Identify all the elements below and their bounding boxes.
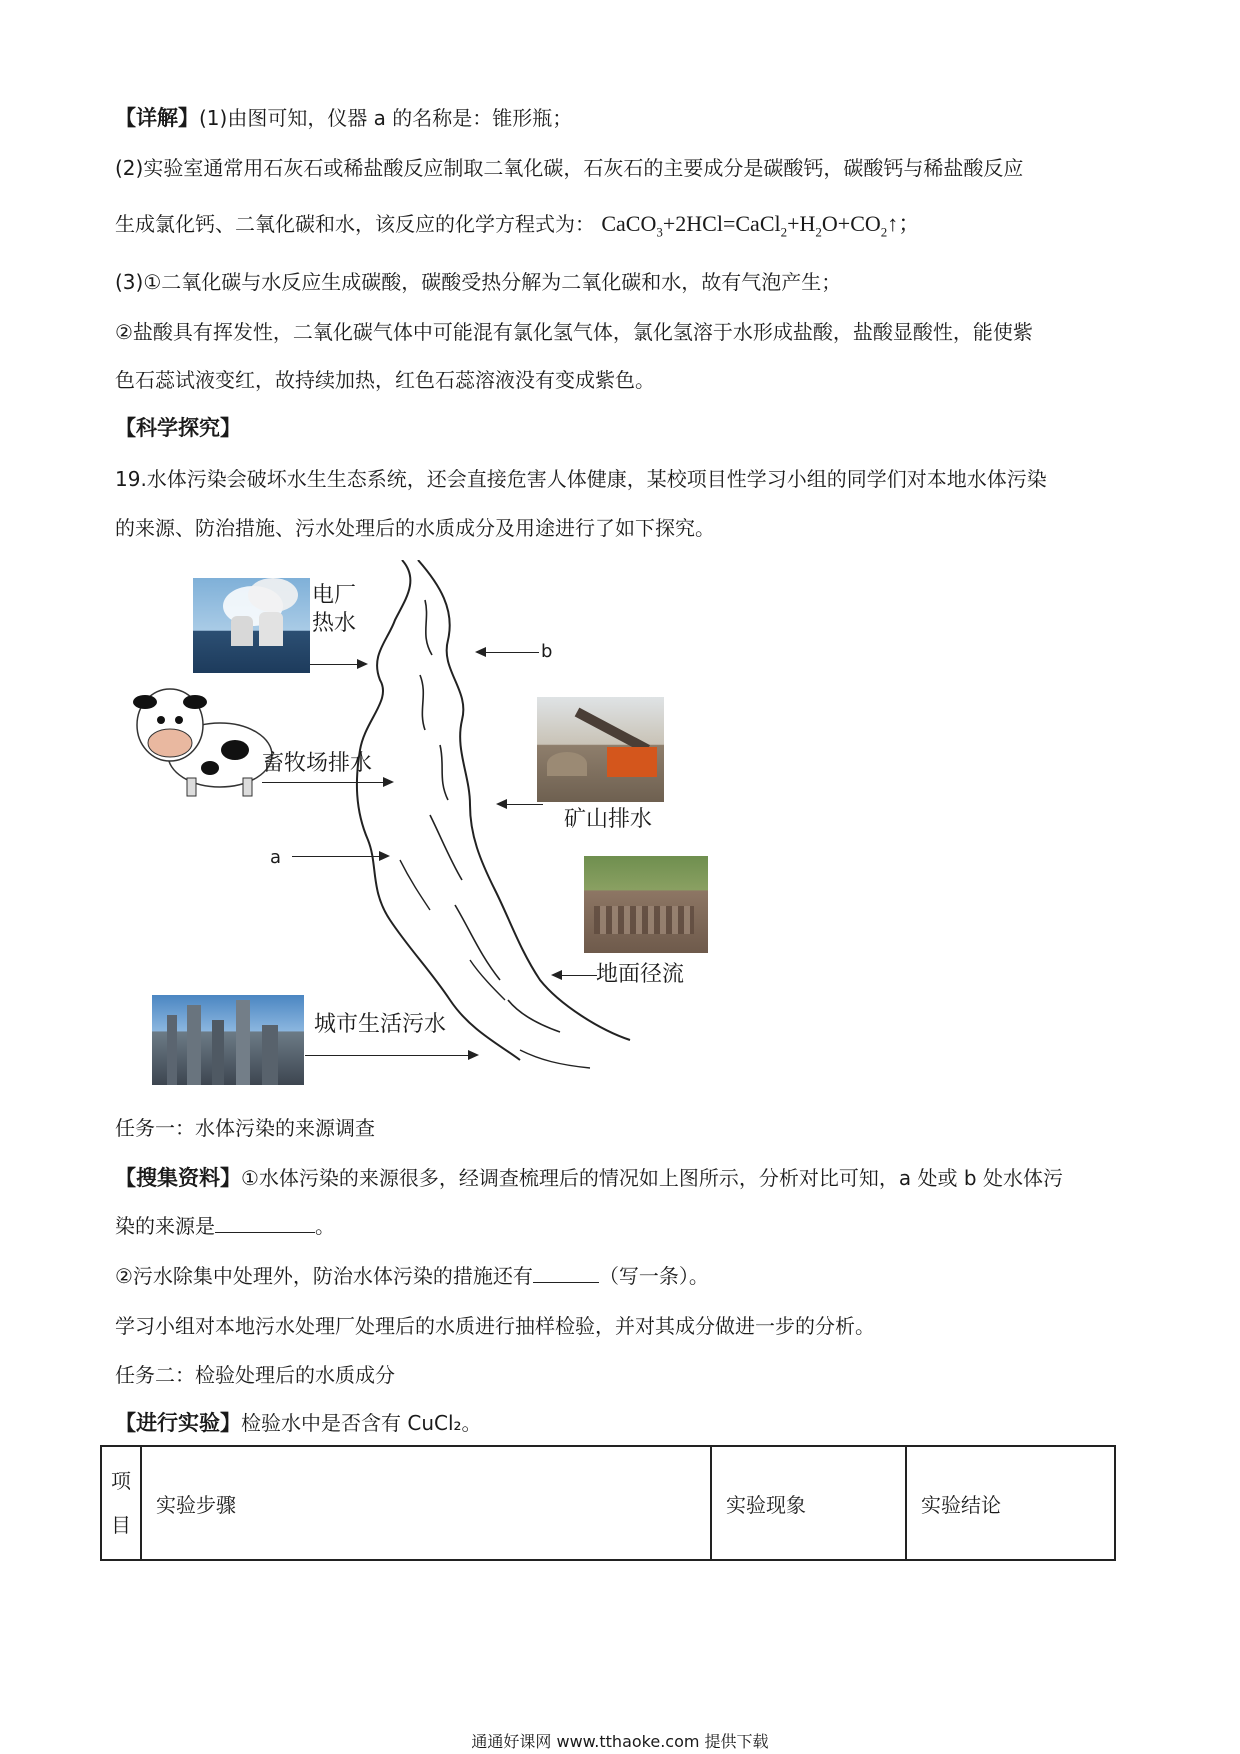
livestock-arrow bbox=[262, 782, 392, 783]
b-arrow bbox=[477, 652, 539, 653]
a-label: a bbox=[270, 847, 282, 868]
experiment-line bbox=[115, 1409, 482, 1437]
detail-3a: (3)①二氧化碳与水反应生成碳酸，碳酸受热分解为二氧化碳和水，故有气泡产生； bbox=[115, 270, 842, 294]
collect-label: 【搜集资料】 bbox=[115, 1166, 241, 1190]
chemical-equation: $CaCO_3+2HCl=CaCl_2+H_2O+CO_2↑$； bbox=[601, 211, 921, 240]
a-arrow bbox=[292, 856, 388, 857]
power-plant-photo bbox=[193, 578, 310, 673]
detail-1 bbox=[115, 104, 572, 132]
answer-blank-1[interactable] bbox=[215, 1212, 315, 1233]
collect-2: ②污水除集中处理外，防治水体污染的措施还有 （写一条）。 bbox=[115, 1264, 709, 1288]
header-item: 项 目 bbox=[101, 1446, 141, 1560]
section-title: 【科学探究】 bbox=[115, 416, 241, 440]
city-label: 城市生活污水 bbox=[314, 1012, 447, 1037]
experiment-table bbox=[100, 1445, 1116, 1561]
answer-blank-2[interactable] bbox=[533, 1262, 599, 1283]
water-pollution-diagram bbox=[0, 560, 1240, 1100]
runoff-label: 地面径流 bbox=[596, 962, 685, 987]
detail-2b bbox=[115, 210, 920, 246]
detail-1-text: (1)由图可知，仪器 a 的名称是：锥形瓶； bbox=[199, 106, 573, 130]
city-arrow bbox=[305, 1055, 477, 1056]
cow-cartoon bbox=[125, 680, 275, 800]
detail-2a: (2)实验室通常用石灰石或稀盐酸反应制取二氧化碳，石灰石的主要成分是碳酸钙，碳酸钙与稀盐酸反应 bbox=[115, 156, 1024, 180]
footer: 通通好课网 www.tthaoke.com 提供下载 bbox=[471, 1732, 769, 1751]
power-plant-arrow bbox=[310, 664, 366, 665]
experiment-label: 【进行实验】 bbox=[115, 1411, 241, 1435]
header-steps: 实验步骤 bbox=[141, 1446, 711, 1560]
question-19-line-2: 的来源、防治措施、污水处理后的水质成分及用途进行了如下探究。 bbox=[115, 516, 715, 540]
detail-3b: ②盐酸具有挥发性，二氧化碳气体中可能混有氯化氢气体，氯化氢溶于水形成盐酸，盐酸显酸性，能使紫 bbox=[115, 320, 1033, 344]
detail-3c: 色石蕊试液变红，故持续加热，红色石蕊溶液没有变成紫色。 bbox=[115, 368, 655, 392]
study-line: 学习小组对本地污水处理厂处理后的水质进行抽样检验，并对其成分做进一步的分析。 bbox=[115, 1314, 875, 1338]
question-19-line-1: 19.水体污染会破坏水生生态系统，还会直接危害人体健康，某校项目性学习小组的同学们对本地水体污染 bbox=[115, 467, 1047, 491]
experiment-text: 检验水中是否含有 CuCl₂。 bbox=[241, 1411, 482, 1435]
task-2: 任务二：检验处理后的水质成分 bbox=[115, 1363, 395, 1387]
collect-1b: 染的来源是 。 bbox=[115, 1214, 335, 1238]
collect-1a-text: ①水体污染的来源很多，经调查梳理后的情况如上图所示，分析对比可知，a 处或 b 处水体污 bbox=[241, 1166, 1063, 1190]
power-plant-label-1: 电厂 bbox=[312, 583, 357, 608]
mine-arrow bbox=[498, 804, 543, 805]
header-phenomenon: 实验现象 bbox=[711, 1446, 906, 1560]
detail-label: 【详解】 bbox=[115, 106, 199, 130]
ground-runoff-photo bbox=[584, 856, 708, 953]
collect-1a bbox=[115, 1164, 1063, 1192]
b-label: b bbox=[541, 641, 553, 662]
mining-photo bbox=[537, 697, 664, 802]
livestock-label: 畜牧场排水 bbox=[262, 751, 373, 776]
runoff-arrow bbox=[553, 975, 597, 976]
header-conclusion: 实验结论 bbox=[906, 1446, 1115, 1560]
city-skyline-photo bbox=[152, 995, 304, 1085]
table-header-row bbox=[101, 1446, 1115, 1560]
power-plant-label-2: 热水 bbox=[312, 611, 357, 636]
mine-label: 矿山排水 bbox=[564, 807, 653, 832]
detail-2b-text: 生成氯化钙、二氧化碳和水，该反应的化学方程式为： bbox=[115, 212, 595, 236]
task-1: 任务一：水体污染的来源调查 bbox=[115, 1116, 375, 1140]
